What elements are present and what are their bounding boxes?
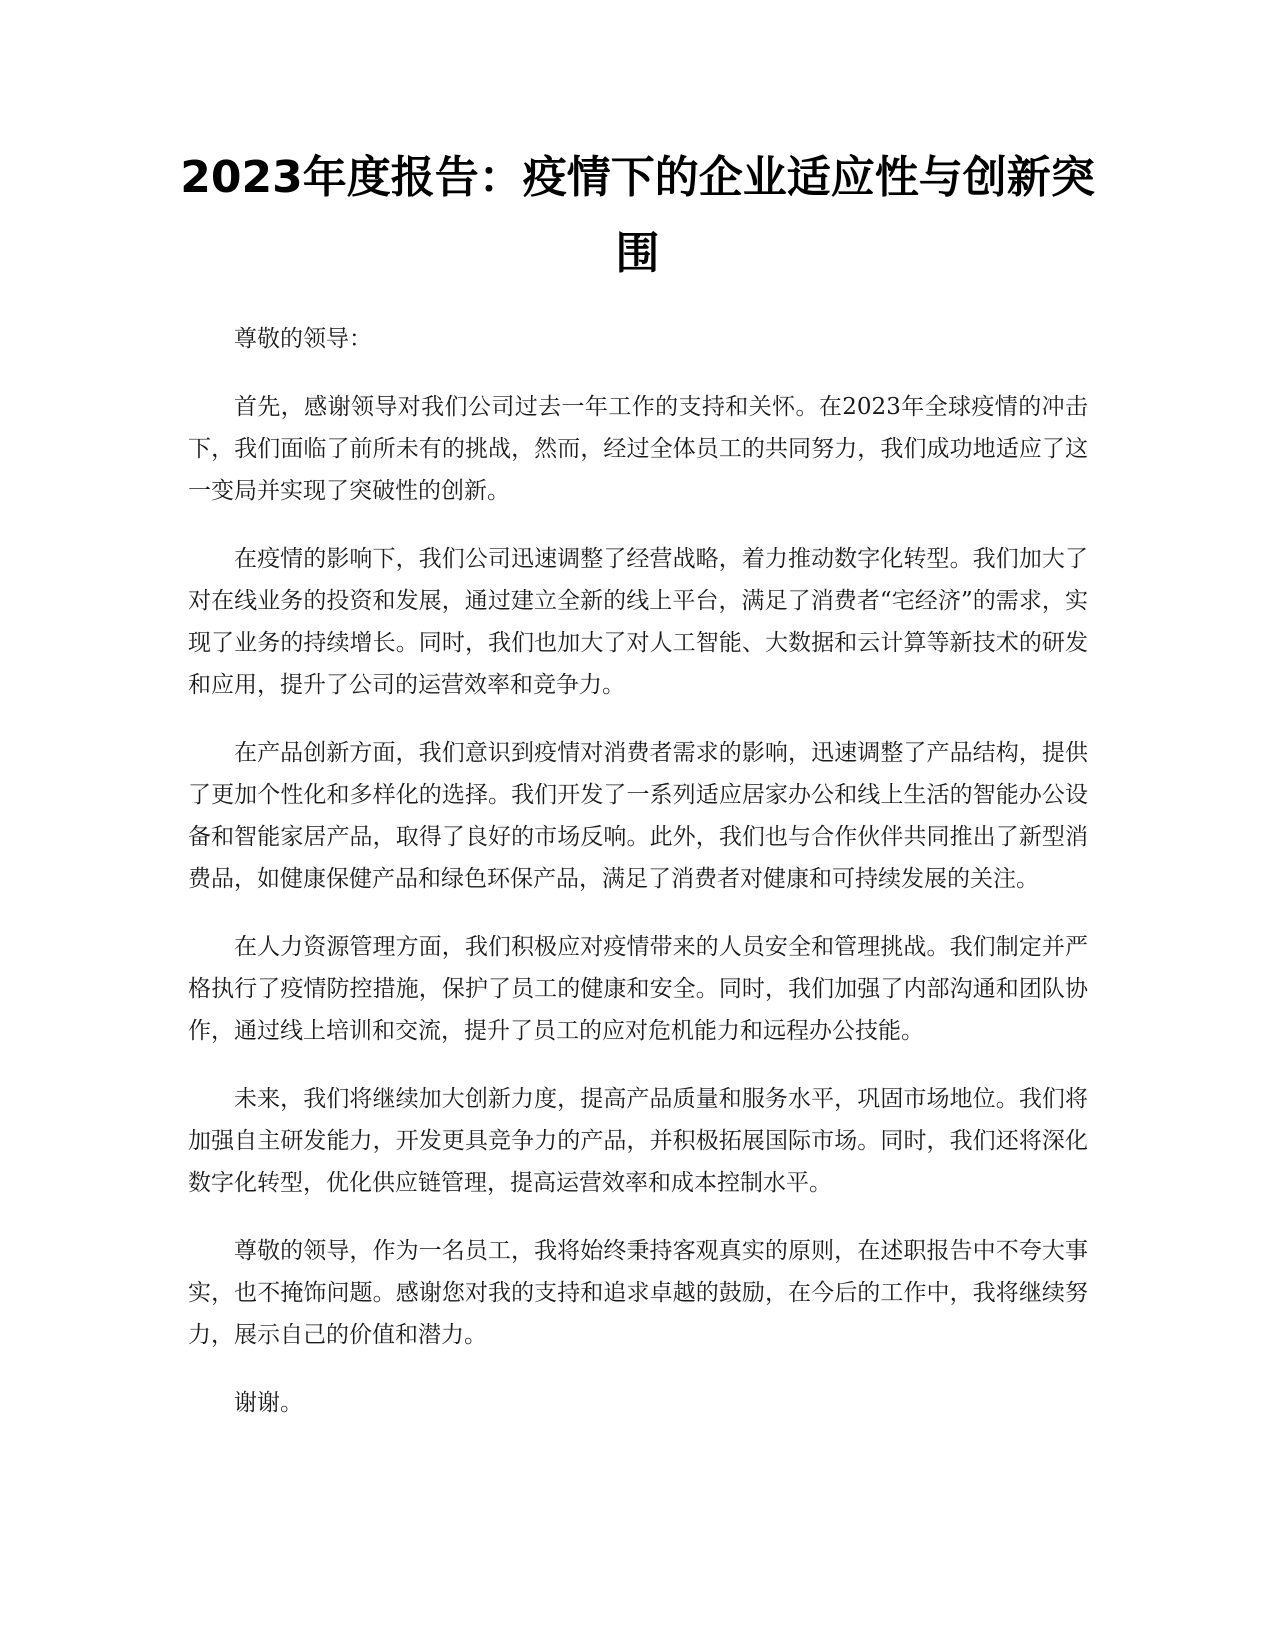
paragraph-commitment: 尊敬的领导，作为一名员工，我将始终秉持客观真实的原则，在述职报告中不夸大事实，也不掩饰问题。感谢您对我的支持和追求卓越的鼓励，在今后的工作中，我将继续努力，展示自己的价值和潜力。 <box>188 1238 1088 1348</box>
paragraph-digital-transformation: 在疫情的影响下，我们公司迅速调整了经营战略，着力推动数字化转型。我们加大了对在线业务的投资和发展，通过建立全新的线上平台，满足了消费者“宅经济”的需求，实现了业务的持续增长。同时，我们也加大了对人工智能、大数据和云计算等新技术的研发和应用，提升了公司的运营效率和竞争力。 <box>188 546 1088 698</box>
paragraph-human-resources: 在人力资源管理方面，我们积极应对疫情带来的人员安全和管理挑战。我们制定并严格执行了疫情防控措施，保护了员工的健康和安全。同时，我们加强了内部沟通和团队协作，通过线上培训和交流，提升了员工的应对危机能力和远程办公技能。 <box>188 934 1088 1044</box>
paragraph-product-innovation: 在产品创新方面，我们意识到疫情对消费者需求的影响，迅速调整了产品结构，提供了更加个性化和多样化的选择。我们开发了一系列适应居家办公和线上生活的智能办公设备和智能家居产品，取得了良好的市场反响。此外，我们也与合作伙伴共同推出了新型消费品，如健康保健产品和绿色环保产品，满足了消费者对健康和可持续发展的关注。 <box>188 740 1088 892</box>
document-title: 2023年度报告：疫情下的企业适应性与创新突围 <box>180 152 1095 279</box>
paragraph-opening: 首先，感谢领导对我们公司过去一年工作的支持和关怀。在2023年全球疫情的冲击下，我们面临了前所未有的挑战，然而，经过全体员工的共同努力，我们成功地适应了这一变局并实现了突破性的创新。 <box>188 394 1088 504</box>
paragraph-future-plans: 未来，我们将继续加大创新力度，提高产品质量和服务水平，巩固市场地位。我们将加强自主研发能力，开发更具竞争力的产品，并积极拓展国际市场。同时，我们还将深化数字化转型，优化供应链管理，提高运营效率和成本控制水平。 <box>188 1086 1088 1196</box>
salutation: 尊敬的领导： <box>234 326 372 352</box>
document-body <box>188 318 1088 1450</box>
closing: 谢谢。 <box>234 1390 303 1416</box>
